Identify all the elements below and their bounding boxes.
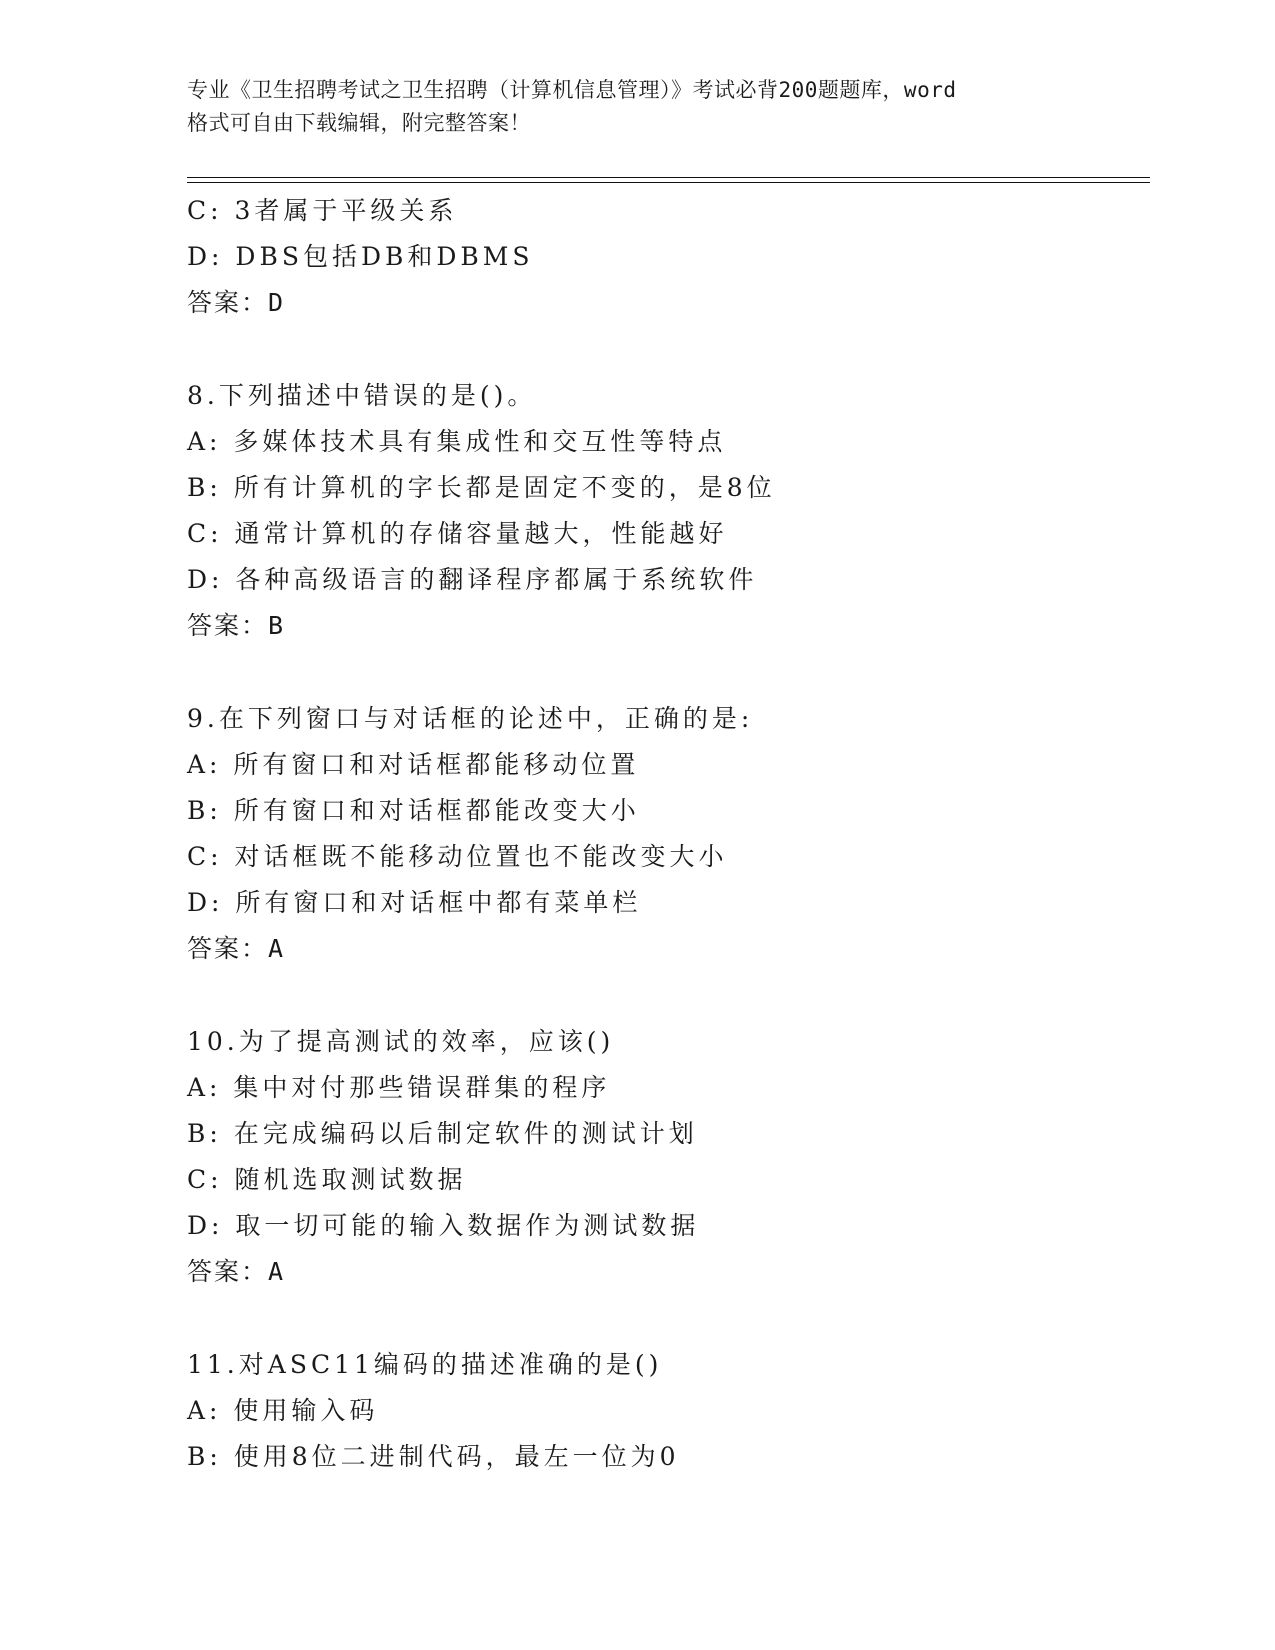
q8-option-a: A: 多媒体技术具有集成性和交互性等特点: [187, 427, 727, 456]
q8-option-b: B: 所有计算机的字长都是固定不变的，是8位: [187, 473, 776, 502]
q7-answer: 答案：D: [187, 288, 286, 317]
q9-option-c: C: 对话框既不能移动位置也不能改变大小: [187, 842, 728, 871]
q10-option-c: C: 随机选取测试数据: [187, 1165, 467, 1194]
q9-answer: 答案：A: [187, 934, 286, 963]
q10-stem: 10.为了提高测试的效率，应该(): [187, 1027, 615, 1056]
q8-stem: 8.下列描述中错误的是()。: [187, 381, 537, 410]
question-10: [187, 1019, 1147, 1295]
q9-option-a: A: 所有窗口和对话框都能移动位置: [187, 750, 640, 779]
q10-option-a: A: 集中对付那些错误群集的程序: [187, 1073, 611, 1102]
q11-option-a: A: 使用输入码: [187, 1396, 379, 1425]
question-9: [187, 696, 1147, 972]
question-11: [187, 1342, 1147, 1480]
q10-answer: 答案：A: [187, 1257, 286, 1286]
q9-stem: 9.在下列窗口与对话框的论述中，正确的是:: [187, 704, 754, 733]
header-divider-top: [187, 177, 1150, 178]
q9-option-b: B: 所有窗口和对话框都能改变大小: [187, 796, 640, 825]
header-title-line-2: 格式可自由下载编辑，附完整答案！: [187, 111, 531, 135]
q7-option-d: D: DBS包括DB和DBMS: [187, 242, 534, 271]
document-header: [187, 74, 1107, 140]
header-divider-bottom: [187, 182, 1150, 183]
q9-option-d: D: 所有窗口和对话框中都有菜单栏: [187, 888, 642, 917]
q10-option-d: D: 取一切可能的输入数据作为测试数据: [187, 1211, 700, 1240]
q11-stem: 11.对ASC11编码的描述准确的是(): [187, 1350, 663, 1379]
header-title-line-1: 专业《卫生招聘考试之卫生招聘（计算机信息管理）》考试必背200题题库，word: [187, 78, 957, 102]
q11-option-b: B: 使用8位二进制代码，最左一位为0: [187, 1442, 680, 1471]
q8-answer: 答案：B: [187, 611, 286, 640]
q7-option-c: C: 3者属于平级关系: [187, 196, 458, 225]
question-8: [187, 373, 1147, 649]
q8-option-d: D: 各种高级语言的翻译程序都属于系统软件: [187, 565, 758, 594]
q10-option-b: B: 在完成编码以后制定软件的测试计划: [187, 1119, 698, 1148]
question-list: [187, 188, 1147, 1480]
q8-option-c: C: 通常计算机的存储容量越大，性能越好: [187, 519, 728, 548]
